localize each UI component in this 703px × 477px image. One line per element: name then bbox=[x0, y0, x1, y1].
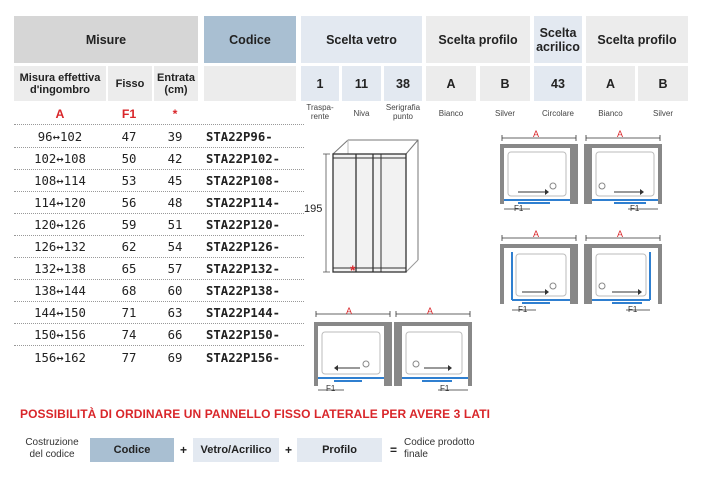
plan-diagram-6 bbox=[394, 306, 472, 394]
header-misure: Misure bbox=[14, 16, 198, 63]
table-row bbox=[14, 171, 304, 192]
cell-entrata: 54 bbox=[167, 240, 183, 255]
cell-fisso: 50 bbox=[121, 152, 137, 167]
cell-misura: 102↔108 bbox=[34, 152, 86, 167]
plan6-label-f1: F1 bbox=[440, 384, 450, 393]
vetro-name-trasparente: Traspa-rente bbox=[306, 103, 334, 121]
table-row bbox=[14, 281, 304, 302]
plan1-label-a: A bbox=[533, 129, 540, 139]
subheader-misura-effettiva: Misura effettiva d'ingombro bbox=[14, 66, 106, 101]
cell-fisso: 47 bbox=[121, 130, 137, 145]
cell-codice: STA22P120- bbox=[206, 218, 281, 233]
subheader-fisso: Fisso bbox=[106, 66, 152, 101]
cell-misura: 108↔114 bbox=[34, 174, 86, 189]
cell-codice: STA22P108- bbox=[206, 174, 281, 189]
plan5-label-f1: F1 bbox=[326, 384, 336, 393]
plan6-label-a: A bbox=[427, 306, 434, 316]
cell-misura: 138↔144 bbox=[34, 284, 86, 299]
shower-3d-drawing bbox=[318, 132, 428, 280]
cell-misura: 120↔126 bbox=[34, 218, 86, 233]
profilo-name-bianco-2: Bianco bbox=[598, 109, 623, 118]
plan4-label-a: A bbox=[617, 229, 624, 239]
cell-codice: STA22P132- bbox=[206, 262, 281, 277]
cell-fisso: 56 bbox=[121, 196, 137, 211]
cell-entrata: 45 bbox=[167, 174, 183, 189]
formula-costruzione: Costruzione del codice bbox=[25, 437, 79, 460]
plan4-label-f1: F1 bbox=[628, 305, 638, 314]
cell-fisso: 59 bbox=[121, 218, 137, 233]
formula-risultato: Codice prodotto finale bbox=[404, 437, 475, 460]
formula-profilo: Profilo bbox=[297, 438, 382, 462]
cell-codice: STA22P96- bbox=[206, 130, 273, 145]
cell-fisso: 74 bbox=[121, 328, 137, 343]
cell-codice: STA22P156- bbox=[206, 350, 281, 365]
cell-fisso: 65 bbox=[121, 262, 137, 277]
plan3-label-a: A bbox=[533, 229, 540, 239]
header-scelta-acrilico: Scelta acrilico bbox=[534, 16, 582, 63]
cell-misura: 144↔150 bbox=[34, 306, 86, 321]
label-f1: F1 bbox=[121, 107, 137, 122]
plan-diagram-4 bbox=[584, 230, 662, 318]
cell-codice: STA22P150- bbox=[206, 328, 281, 343]
plan1-label-f1: F1 bbox=[514, 204, 524, 213]
cell-misura: 132↔138 bbox=[34, 262, 86, 277]
header-scelta-profilo-1: Scelta profilo bbox=[426, 16, 530, 63]
cell-misura: 126↔132 bbox=[34, 240, 86, 255]
cell-misura: 114↔120 bbox=[34, 196, 86, 211]
formula-plus-2: + bbox=[285, 443, 293, 457]
profilo-code-a-1: A bbox=[426, 66, 476, 101]
vetro-code-1: 1 bbox=[301, 66, 339, 101]
plan2-label-f1: F1 bbox=[630, 204, 640, 213]
cell-codice: STA22P114- bbox=[206, 196, 281, 211]
label-a: A bbox=[55, 107, 65, 122]
formula-codice: Codice bbox=[90, 438, 174, 462]
cell-entrata: 60 bbox=[167, 284, 183, 299]
cell-misura: 156↔162 bbox=[34, 350, 86, 365]
cell-fisso: 62 bbox=[121, 240, 137, 255]
subheader-entrata: Entrata (cm) bbox=[152, 66, 198, 101]
table-row bbox=[14, 303, 304, 324]
plan-diagram-3 bbox=[500, 230, 578, 318]
table-row bbox=[14, 127, 304, 148]
cell-entrata: 69 bbox=[167, 350, 183, 365]
cell-misura: 96↔102 bbox=[37, 130, 83, 145]
height-label: 195 bbox=[304, 203, 323, 215]
cell-entrata: 63 bbox=[167, 306, 183, 321]
cell-fisso: 71 bbox=[121, 306, 137, 321]
header-scelta-profilo-2: Scelta profilo bbox=[586, 16, 688, 63]
cell-fisso: 77 bbox=[121, 350, 137, 365]
profilo-code-b-1: B bbox=[480, 66, 530, 101]
header-scelta-vetro: Scelta vetro bbox=[301, 16, 422, 63]
acrilico-code-43: 43 bbox=[534, 66, 582, 101]
cell-misura: 150↔156 bbox=[34, 328, 86, 343]
header-codice: Codice bbox=[204, 16, 296, 63]
cell-entrata: 39 bbox=[167, 130, 183, 145]
cell-codice: STA22P102- bbox=[206, 152, 281, 167]
acrilico-name-circolare: Circolare bbox=[541, 109, 574, 118]
cell-codice: STA22P144- bbox=[206, 306, 281, 321]
cell-entrata: 42 bbox=[167, 152, 183, 167]
cell-codice: STA22P126- bbox=[206, 240, 281, 255]
plan-diagram-5 bbox=[314, 306, 392, 394]
profilo-code-b-2: B bbox=[638, 66, 688, 101]
profilo-name-bianco-1: Bianco bbox=[438, 109, 464, 118]
plan2-label-a: A bbox=[617, 129, 624, 139]
profilo-name-silver-1: Silver bbox=[494, 109, 515, 118]
vetro-name-serigrafia: Serigrafia punto bbox=[385, 103, 421, 121]
cell-entrata: 66 bbox=[167, 328, 183, 343]
label-row bbox=[14, 104, 304, 125]
vetro-code-11: 11 bbox=[342, 66, 381, 101]
profilo-name-silver-2: Silver bbox=[652, 109, 673, 118]
profilo-code-a-2: A bbox=[586, 66, 635, 101]
subheader-codice-blank bbox=[204, 66, 296, 101]
plan-diagram-2 bbox=[584, 130, 662, 216]
table-row bbox=[14, 237, 304, 258]
entry-star: * bbox=[350, 262, 356, 278]
cell-entrata: 51 bbox=[167, 218, 183, 233]
formula-equals: = bbox=[390, 443, 398, 457]
formula-vetro-acrilico: Vetro/Acrilico bbox=[193, 438, 279, 462]
cell-fisso: 68 bbox=[121, 284, 137, 299]
table-row bbox=[14, 193, 304, 214]
plan3-label-f1: F1 bbox=[518, 305, 528, 314]
label-star: * bbox=[172, 107, 178, 122]
cell-fisso: 53 bbox=[121, 174, 137, 189]
table-row bbox=[14, 347, 304, 368]
cell-entrata: 57 bbox=[167, 262, 183, 277]
plan5-label-a: A bbox=[346, 306, 353, 316]
notice-text: POSSIBILITÀ DI ORDINARE UN PANNELLO FISSO LATERALE PER AVERE 3 LATI bbox=[20, 407, 491, 421]
plan-diagram-1 bbox=[500, 130, 578, 216]
cell-codice: STA22P138- bbox=[206, 284, 281, 299]
table-row bbox=[14, 149, 304, 170]
vetro-code-38: 38 bbox=[384, 66, 422, 101]
cell-entrata: 48 bbox=[167, 196, 183, 211]
vetro-name-niva: Niva bbox=[353, 109, 370, 118]
table-row bbox=[14, 215, 304, 236]
table-row bbox=[14, 259, 304, 280]
table-row bbox=[14, 325, 304, 346]
formula-plus-1: + bbox=[180, 443, 188, 457]
